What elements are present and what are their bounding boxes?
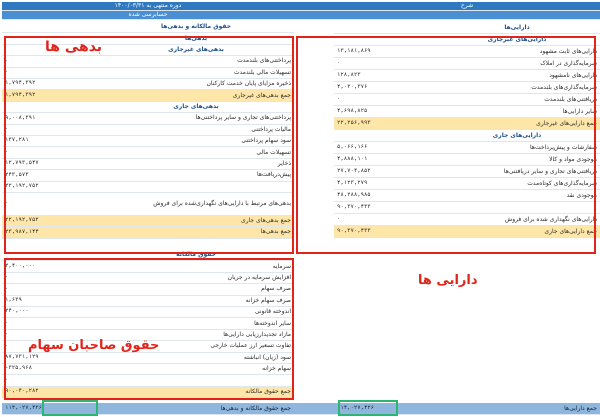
asset-value: ۱۲۸,۸۲۳ (334, 70, 434, 82)
liability-equity-row (2, 307, 294, 318)
header-row-period (2, 2, 600, 11)
liability-equity-value: ۲۳,۹۸۷,۱۴۴ (2, 227, 98, 238)
liability-equity-row (2, 250, 294, 261)
liability-equity-value: ۲۲,۱۹۲,۷۵۲ (2, 216, 98, 227)
total-liabilities-equity-label: جمع حقوق مالکانه و بدهی‌ها (98, 403, 294, 415)
asset-value: ۵,۰۶۶,۱۶۶ (334, 142, 434, 154)
liability-equity-value (2, 22, 98, 33)
asset-row (334, 142, 600, 154)
asset-row (334, 178, 600, 190)
asset-value: ۴,۰۳۰,۳۷۶ (334, 82, 434, 94)
liability-equity-row (2, 102, 294, 113)
liability-equity-value: ۱,۶۳۹ (2, 296, 98, 307)
liability-equity-label: ذخایر (98, 159, 294, 170)
liability-equity-value (2, 239, 98, 250)
liability-equity-value: ۹,۰۰۸,۳۹۱ (2, 113, 98, 124)
equity-annotation: حقوق صاحبان سهام (28, 338, 160, 353)
asset-row (334, 70, 600, 82)
asset-row (334, 166, 600, 178)
liability-equity-value: ۰ (2, 273, 98, 284)
liability-equity-label: سایر اندوخته‌ها (98, 318, 294, 329)
liability-equity-value: ۱,۷۹۴,۳۹۲ (2, 79, 98, 90)
asset-label: دارایی‌های جاری (434, 130, 600, 142)
asset-value: ۹۰,۳۷۰,۴۳۳ (334, 202, 434, 214)
liability-equity-row (2, 387, 294, 398)
liability-equity-value: ۹۰,۰۴۰,۲۸۲ (2, 387, 98, 398)
liability-equity-row (2, 113, 294, 124)
liability-equity-label: ذخیره مزایای پایان خدمت کارکنان (98, 79, 294, 90)
asset-label: موجودی نقد (434, 190, 600, 202)
asset-label: موجودی مواد و کالا (434, 154, 600, 166)
liability-equity-row (2, 318, 294, 329)
asset-label: دارایی‌های غیرجاری (434, 34, 600, 46)
liability-equity-label: تفاوت تسعیر ارز عملیات خارجی (98, 341, 294, 352)
liability-equity-label: بدهی‌های غیرجاری (98, 45, 294, 56)
asset-label: جمع دارایی‌های غیرجاری (434, 118, 600, 130)
liability-equity-value: ۲,۴۰۰,۰۰۰ (2, 261, 98, 272)
asset-row (334, 202, 600, 214)
liability-equity-value: ۰ (2, 375, 98, 386)
header-row-audited (2, 11, 600, 20)
asset-value: ۰ (334, 94, 434, 106)
liability-equity-label: افزایش سرمایه در جریان (98, 273, 294, 284)
liability-equity-label: جمع بدهی‌های غیرجاری (98, 90, 294, 101)
asset-row (334, 22, 600, 34)
liability-equity-row (2, 170, 294, 181)
liability-equity-row (2, 296, 294, 307)
asset-label: دریافتنی‌های تجاری و سایر دریافتنی‌ها (434, 166, 600, 178)
liability-equity-value: ۰ (2, 318, 98, 329)
asset-value (334, 130, 434, 142)
liability-equity-row (2, 353, 294, 364)
asset-value: ۰ (334, 58, 434, 70)
asset-row (334, 226, 600, 238)
asset-value: ۹۰,۳۷۰,۴۳۳ (334, 226, 434, 238)
liability-equity-row (2, 193, 294, 216)
liability-equity-label: پرداختنی‌های تجاری و سایر پرداختنی‌ها (98, 113, 294, 124)
asset-label: جمع دارایی‌های جاری (434, 226, 600, 238)
liability-equity-value: ۲۴۳,۵۷۳ (2, 170, 98, 181)
liability-equity-row (2, 79, 294, 90)
total-assets-value: ۱۱۴,۰۲۷,۴۲۶ (334, 403, 434, 415)
liability-equity-value: ۱,۷۹۴,۳۹۲ (2, 90, 98, 101)
audited-header: حسابرسی شده (2, 11, 294, 20)
liability-equity-row (2, 261, 294, 272)
asset-row (334, 106, 600, 118)
liability-equity-row (2, 273, 294, 284)
asset-value (334, 34, 434, 46)
desc-header-spacer (334, 11, 600, 20)
liability-equity-label: سود سهام پرداختنی (98, 136, 294, 147)
asset-row (334, 154, 600, 166)
total-liabilities-equity-value: ۱۱۴,۰۲۷,۴۲۶ (2, 403, 98, 415)
liability-equity-row (2, 56, 294, 67)
liability-equity-value: ۰ (2, 56, 98, 67)
asset-row (334, 94, 600, 106)
liability-equity-label: مالیات پرداختنی (98, 125, 294, 136)
liability-equity-label: مازاد تجدیدارزیابی دارایی‌ها (98, 330, 294, 341)
liability-equity-row (2, 216, 294, 227)
header-spacer (294, 2, 334, 11)
asset-row (334, 58, 600, 70)
liability-equity-value: -۳۲۵,۹۶۸ (2, 364, 98, 375)
liabilities-annotation: بدهی ها (45, 39, 103, 55)
liability-equity-row (2, 22, 294, 33)
liability-equity-label (98, 239, 294, 250)
asset-row (334, 214, 600, 226)
liability-equity-label (98, 182, 294, 193)
asset-label: سرمایه‌گذاری در املاک (434, 58, 600, 70)
liability-equity-value: ۰ (2, 330, 98, 341)
asset-label: دارایی‌ها (434, 22, 600, 34)
asset-row (334, 82, 600, 94)
liability-equity-label: اندوخته قانونی (98, 307, 294, 318)
asset-label: دارایی‌های نامشهود (434, 70, 600, 82)
liability-equity-label: بدهی‌های جاری (98, 102, 294, 113)
liability-equity-label: حقوق مالکانه (98, 250, 294, 261)
asset-row (334, 190, 600, 202)
liability-equity-value (2, 250, 98, 261)
liability-equity-value: ۸۷,۷۳۱,۱۲۹ (2, 353, 98, 364)
assets-annotation: دارایی ها (418, 273, 478, 288)
liability-equity-value: ۱۳۷,۲۸۱ (2, 136, 98, 147)
liability-equity-row (2, 284, 294, 295)
desc-header: شرح (334, 2, 600, 11)
liability-equity-label: صرف سهام خزانه (98, 296, 294, 307)
liability-equity-row (2, 159, 294, 170)
asset-label: سایر دارایی‌ها (434, 106, 600, 118)
liability-equity-label: تسهیلات مالی بلندمدت (98, 68, 294, 79)
liability-equity-row (2, 68, 294, 79)
asset-value: ۲۷,۷۰۴,۸۵۲ (334, 166, 434, 178)
liability-equity-row (2, 239, 294, 250)
liability-equity-label: سهام خزانه (98, 364, 294, 375)
asset-label: دریافتنی‌های بلندمدت (434, 94, 600, 106)
asset-value: ۴۸,۲۸۸,۹۸۵ (334, 190, 434, 202)
asset-value: ۴,۱۲۳,۲۷۹ (334, 178, 434, 190)
liability-equity-value: ۲۴۰,۰۰۰ (2, 307, 98, 318)
liability-equity-value: ۰ (2, 341, 98, 352)
liability-equity-label: سود (زیان) انباشته (98, 353, 294, 364)
footer-spacer (294, 403, 334, 415)
header-spacer-2 (294, 11, 334, 20)
liability-equity-value: ۱۲,۷۹۳,۵۴۷ (2, 159, 98, 170)
liability-equity-label: پیش‌دریافت‌ها (98, 170, 294, 181)
asset-row (334, 46, 600, 58)
liability-equity-row (2, 364, 294, 375)
liability-equity-value: ۰ (2, 284, 98, 295)
asset-value (334, 22, 434, 34)
liability-equity-label: صرف سهام (98, 284, 294, 295)
liability-equity-label: جمع بدهی‌های جاری (98, 216, 294, 227)
asset-label: دارایی‌های ثابت مشهود (434, 46, 600, 58)
asset-row (334, 34, 600, 46)
liability-equity-label: پرداختنی‌های بلندمدت (98, 56, 294, 67)
asset-row (334, 130, 600, 142)
asset-row (334, 118, 600, 130)
liability-equity-label: جمع بدهی‌ها (98, 227, 294, 238)
footer-row (2, 403, 600, 415)
liability-equity-row (2, 136, 294, 147)
liability-equity-value (2, 102, 98, 113)
asset-label: سفارشات و پیش‌پرداخت‌ها (434, 142, 600, 154)
liability-equity-row (2, 147, 294, 158)
period-header: دوره منتهی به ۱۴۰۰/۰۳/۳۱ (2, 2, 294, 11)
liability-equity-value: ۲۲,۱۹۲,۷۵۲ (2, 182, 98, 193)
liability-equity-row (2, 90, 294, 101)
asset-label: دارایی‌های نگهداری شده برای فروش (434, 214, 600, 226)
liability-equity-value: ۰ (2, 125, 98, 136)
liability-equity-label: بدهی‌ها (98, 33, 294, 44)
liability-equity-label (98, 375, 294, 386)
asset-value: ۲۲,۲۵۶,۹۹۳ (334, 118, 434, 130)
liability-equity-row (2, 182, 294, 193)
asset-value: ۰ (334, 214, 434, 226)
asset-label (434, 202, 600, 214)
liability-equity-value: ۰ (2, 147, 98, 158)
asset-value: ۴,۶۹۸,۸۲۵ (334, 106, 434, 118)
asset-value: ۴,۸۸۸,۱۰۱ (334, 154, 434, 166)
asset-label: سرمایه‌گذاری‌های بلندمدت (434, 82, 600, 94)
liability-equity-label: تسهیلات مالی (98, 147, 294, 158)
liability-equity-row (2, 375, 294, 386)
asset-label: سرمایه‌گذاری‌های کوتاه‌مدت (434, 178, 600, 190)
liability-equity-row (2, 125, 294, 136)
liability-equity-value: ۰ (2, 193, 98, 216)
liability-equity-row (2, 227, 294, 238)
asset-value: ۱۳,۱۸۱,۸۶۹ (334, 46, 434, 58)
liability-equity-label: حقوق مالکانه و بدهی‌ها (98, 22, 294, 33)
liability-equity-label: سرمایه (98, 261, 294, 272)
liability-equity-label: جمع حقوق مالکانه (98, 387, 294, 398)
liability-equity-label: بدهی‌های مرتبط با دارایی‌های نگهداری‌شده برای فروش (98, 193, 294, 216)
liability-equity-value: ۰ (2, 68, 98, 79)
total-assets-label: جمع دارایی‌ها (434, 403, 600, 415)
